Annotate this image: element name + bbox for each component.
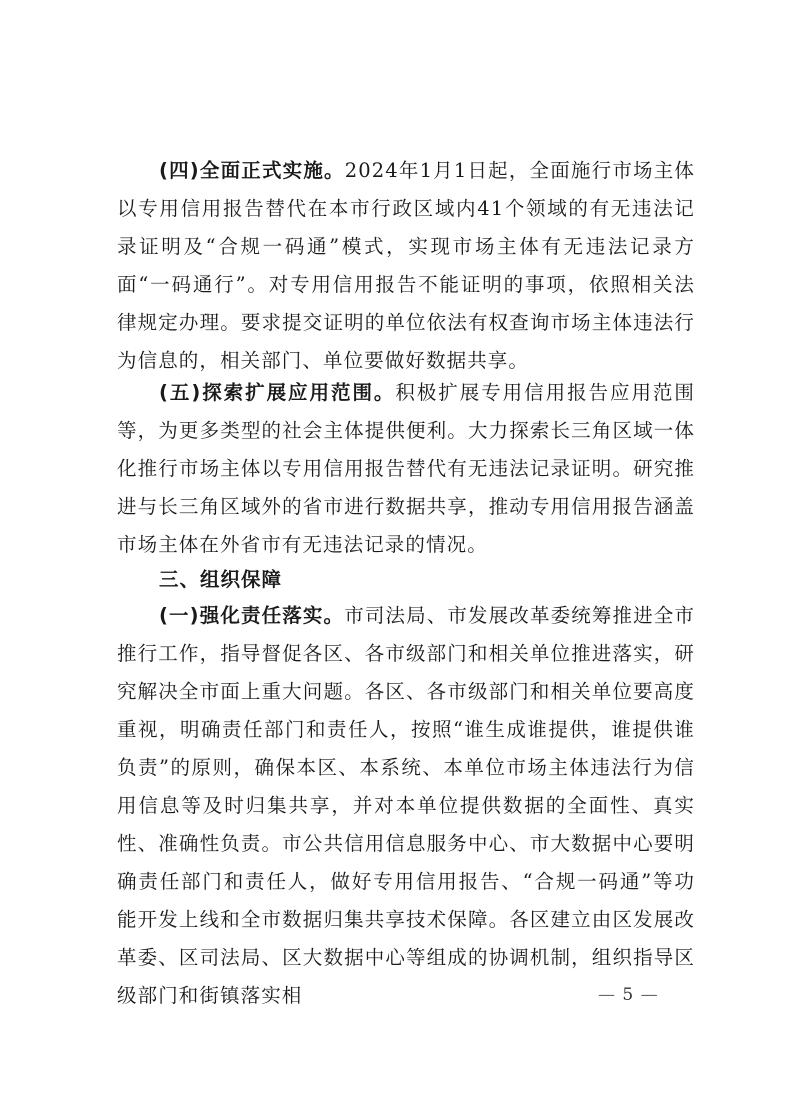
page-number-dash-right: — — [640, 985, 659, 1005]
paragraph-responsibility — [117, 597, 695, 1015]
paragraph-body: 市司法局、市发展改革委统筹推进全市推行工作，指导督促各区、各市级部门和相关单位推进落实，研究解决全市面上重大问题。各区、各市级部门和相关单位要高度重视，明确责任部门和责任人，按照“谁生成谁提供，谁提供谁负责”的原则，确保本区、本系统、本单位市场主体违法行为信用信息等及时归集共享，并对本单位提供数据的全面性、真实性、准确性负责。市公共信用信息服务中心、市大数据中心要明确责任部门和责任人，做好专用信用报告、“合规一码通”等功能开发上线和全市数据归集共享技术保障。各区建立由区发展改革委、区司法局、区大数据中心等组成的协调机制，组织指导区级部门和街镇落实相 — [117, 604, 695, 1007]
section-heading: 三、组织保障 — [159, 568, 283, 591]
page-number-dash-left: — — [598, 985, 616, 1005]
paragraph-full-implementation — [117, 152, 695, 380]
paragraph-body: 积极扩展专用信用报告应用范围等，为更多类型的社会主体提供便利。大力探索长三角区域一体化推行市场主体以专用信用报告替代有无违法记录证明。研究推进与长三角区域外的省市进行数据共享，推动专用信用报告涵盖市场主体在外省市有无违法记录的情况。 — [117, 381, 695, 556]
paragraph-lead: (五)探索扩展应用范围。 — [159, 381, 396, 404]
page-number-value: 5 — [622, 985, 635, 1005]
paragraph-body: 2024年1月1日起，全面施行市场主体以专用信用报告替代在本市行政区域内41个领域的有无违法记录证明及“合规一码通”模式，实现市场主体有无违法记录方面“一码通行”。对专用信用报告不能证明的事项，依照相关法律规定办理。要求提交证明的单位依法有权查询市场主体违法行为信息的，相关部门、单位要做好数据共享。 — [117, 159, 696, 372]
paragraph-lead: (一)强化责任落实。 — [159, 604, 345, 627]
paragraph-expand-scope — [117, 374, 695, 564]
paragraph-lead: (四)全面正式实施。 — [159, 159, 345, 182]
page-number — [598, 985, 659, 1005]
